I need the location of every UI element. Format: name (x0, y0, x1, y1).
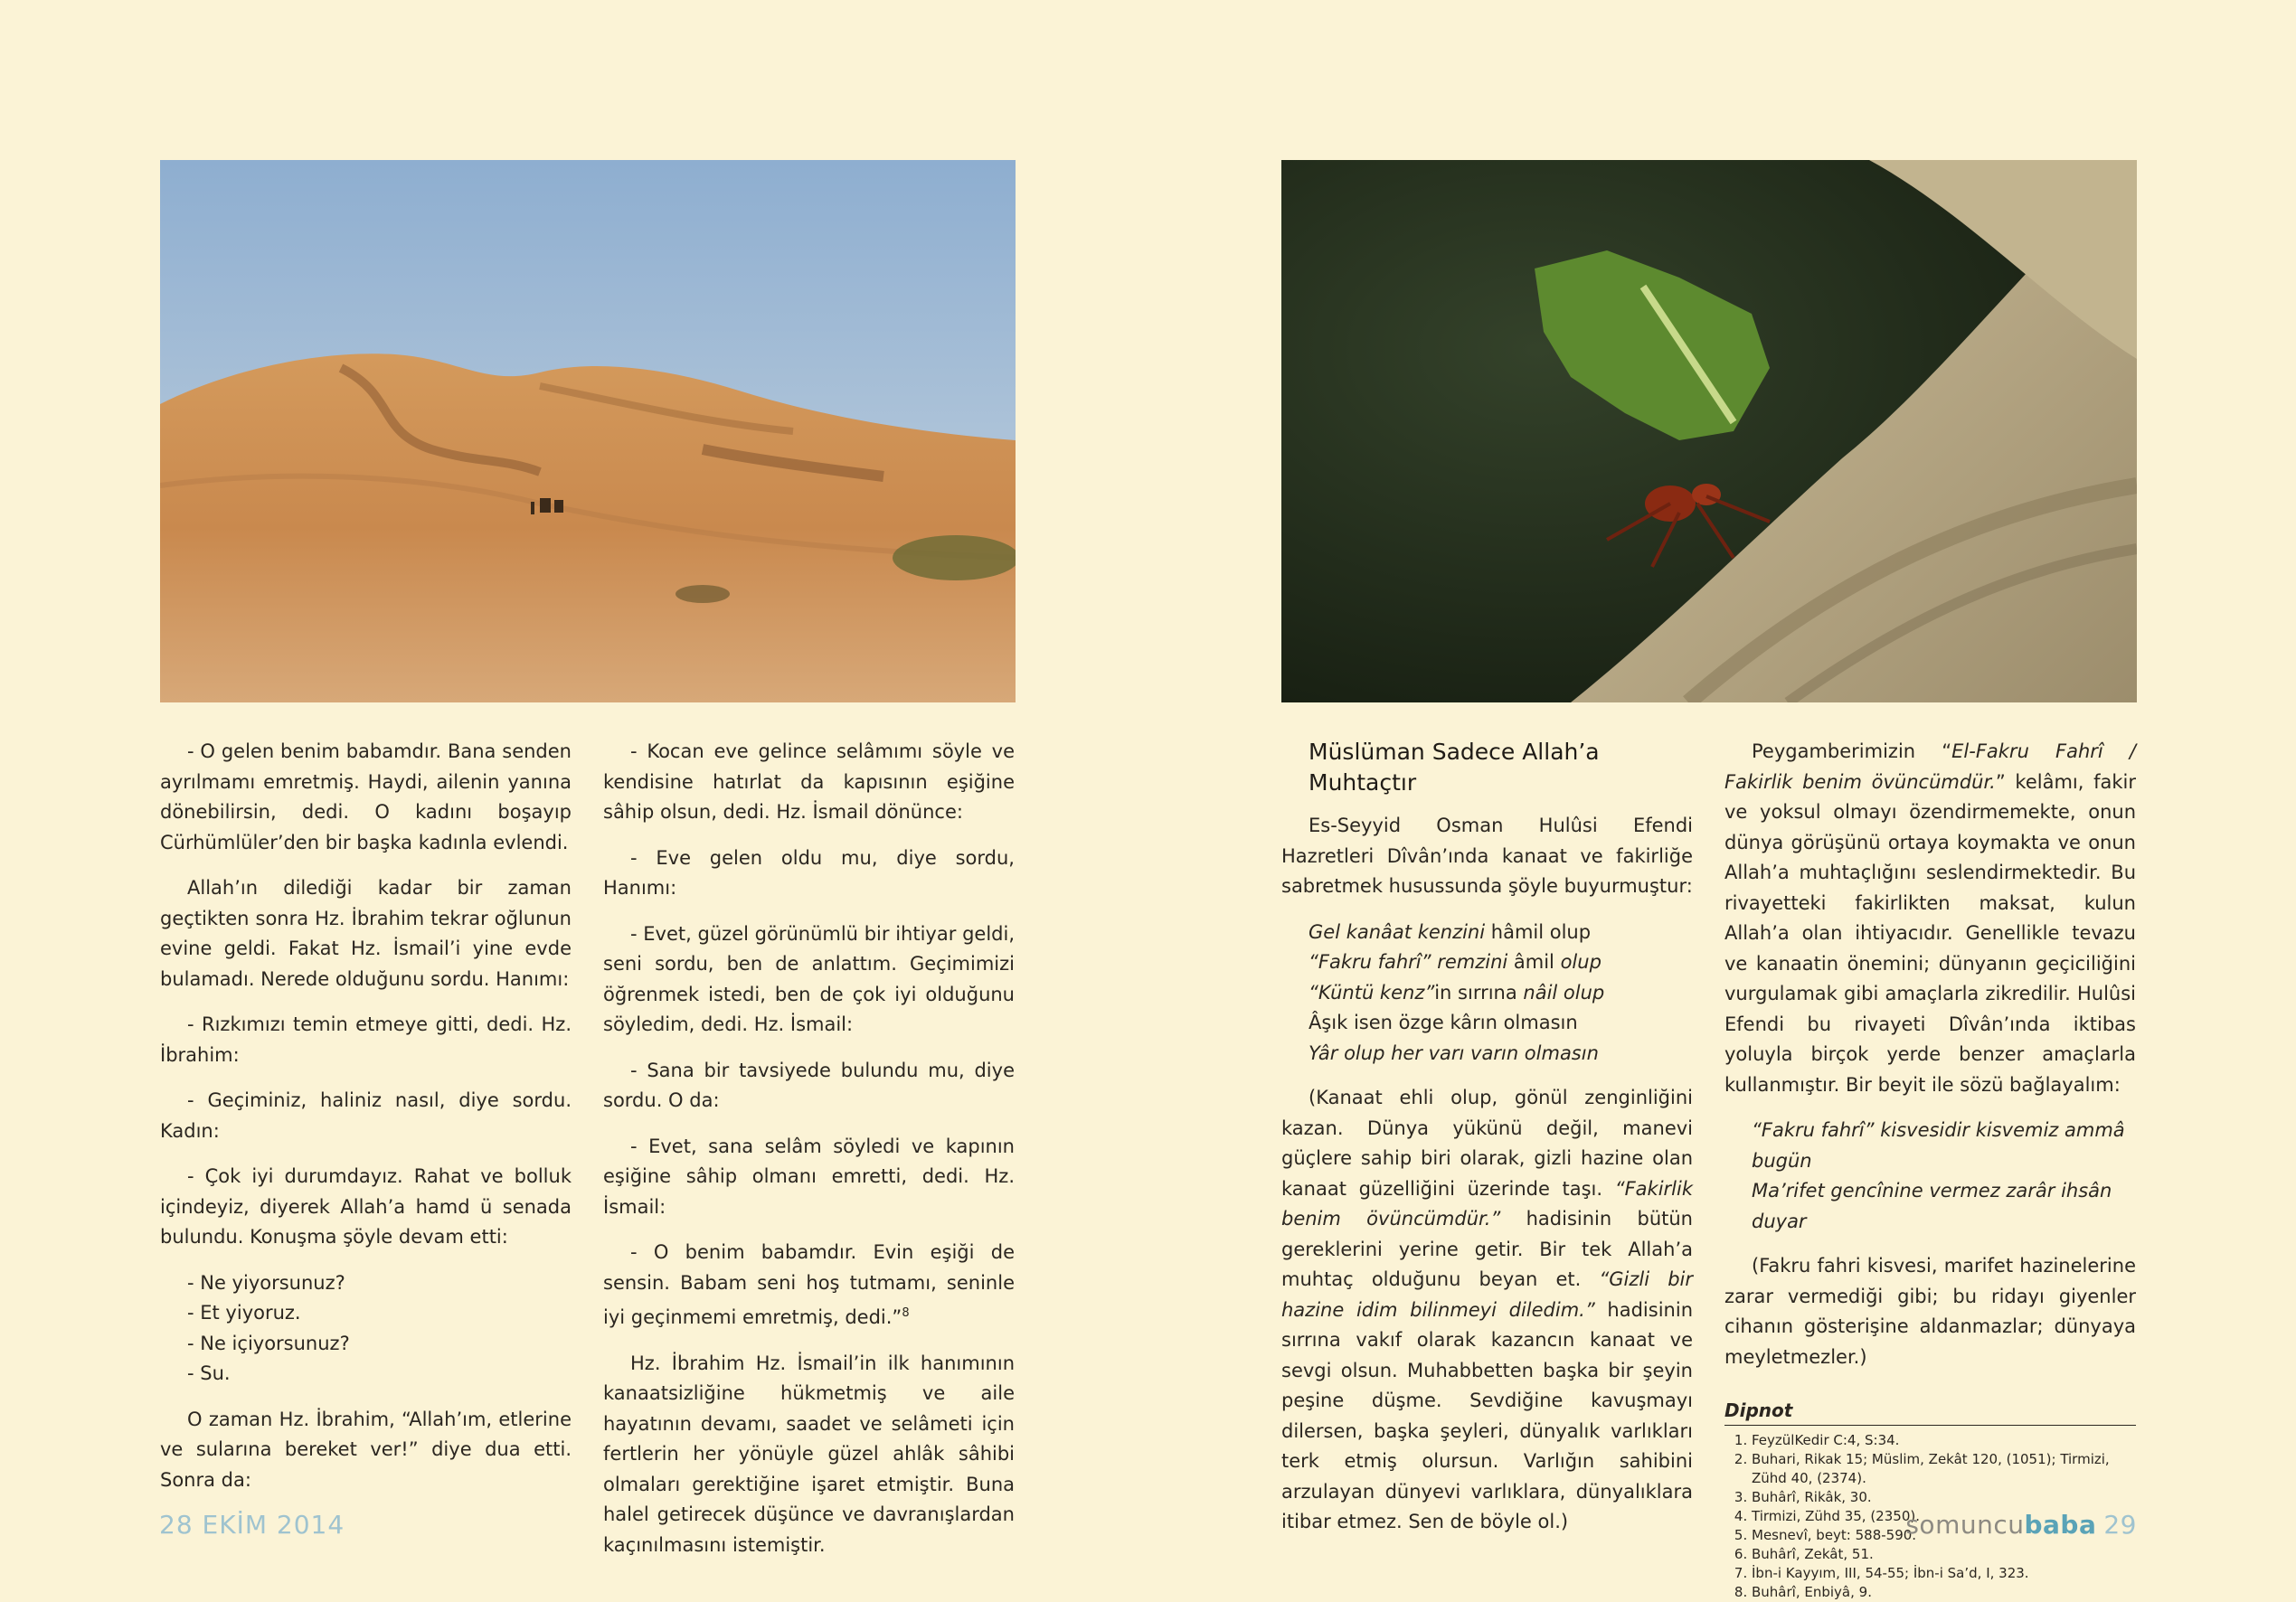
footnote-item: 7. İbn-i Kayyım, III, 54-55; İbn-i Sa’d, I, 323. (1752, 1564, 2136, 1583)
paragraph: O zaman Hz. İbrahim, “Allah’ım, etlerine ve sularına bereket ver!” diye dua etti. Sonra da: (160, 1408, 572, 1491)
paragraph (603, 1238, 1015, 1333)
dialog-line: - Ne yiyorsunuz? (187, 1271, 345, 1294)
verse-line: Ma’rifet gencînine vermez zarâr ihsân duyar (1752, 1180, 2112, 1232)
quote-text: - O benim babamdır. Evin eşiği de sensin. Babam seni hoş tutmamı, seninle iyi geçinmemi emretmiş, dedi.” (603, 1241, 1015, 1328)
paragraph: (Kanaat ehli olup, gönül zenginliğini kazan. Dünya yükünü değil, manevi güçlere sahip biri olarak, gizli hazine olan kanaat güzelliğini üzerinde taşı. “Fakirlik benim övüncümdür.” hadisinin bütün gereklerini yerine getir. Bir tek Allah’a muhtaç olduğunu beyan et. “Gizli bir hazine idim bilinmeyi diledim.” hadisinin sırrına vakıf olarak kazancın kanaat ve sevgi olsun. Muhabbetten başka bir şeyin peşine düşme. Sevdiğine kavuşmayı dilersen, başka şeyleri, dünyalık varlıkları terk etmiş olursun. Varlığın sahibini arzulayan dünyevi varlıklara, dünyalıklara itibar etmez. Sen de böyle ol.) (1281, 1087, 1693, 1532)
paragraph: - Evet, sana selâm söyledi ve kapının eşiğine sâhip olmanı emretti, dedi. Hz. İsmail: (603, 1135, 1015, 1218)
verse-line: “Küntü kenz”in sırrına nâil olup (1309, 981, 1605, 1004)
paragraph: - Kocan eve gelince selâmımı söyle ve kendisine hatırlat da kapısının eşiğine sâhip olsun, dedi. Hz. İsmail dönünce: (603, 740, 1015, 823)
ant-leaf-photo (1281, 160, 2137, 702)
verse-line: Yâr olup her varı varın olmasın (1309, 1041, 1599, 1064)
footnote-item: 3. Buhârî, Rikâk, 30. (1752, 1488, 2136, 1507)
text-column-3 (1281, 737, 1693, 1553)
page-folio-left: 28 EKİM 2014 (159, 1510, 345, 1540)
desert-photo (160, 160, 1016, 702)
paragraph: - O gelen benim babamdır. Bana senden ayrılmamı emretmiş. Haydi, ailenin yanına dönebilirsin, dedi. O kadını boşayıp Cürhümlüler’den bir başka kadınla evlendi. (160, 740, 572, 853)
paragraph: - Rızkımızı temin etmeye gitti, dedi. Hz. İbrahim: (160, 1013, 572, 1066)
paragraph: Allah’ın dilediği kadar bir zaman geçtikten sonra Hz. İbrahim tekrar oğlunun evine geldi. Fakat Hz. İsmail’i yine evde bulamadı. Nerede olduğunu sordu. Hanımı: (160, 877, 572, 990)
dialog-list (160, 1268, 572, 1390)
verse-block (1309, 918, 1693, 1070)
footnote-item: 2. Buhari, Rikak 15; Müslim, Zekât 120, (1051); Tirmizi, Zühd 40, (2374). (1752, 1450, 2136, 1488)
verse-line: “Fakru fahrî” kisvesidir kisvemiz ammâ bugün (1752, 1119, 2125, 1172)
section-heading: Müslüman Sadece Allah’a Muhtaçtır (1309, 739, 1600, 796)
paragraph: - Sana bir tavsiyede bulundu mu, diye sordu. O da: (603, 1059, 1015, 1111)
paragraph: Peygamberimizin “El-Fakru Fahrî / Fakirlik benim övüncümdür.” kelâmı, fakir ve yoksul olmayı özendirmemekte, onun dünya görüşünü ortaya koymakta ve onun Allah’a muhtaçlığını seslendirmektedir. Bu rivayetteki fakirlikten maksat, kulun Allah’a olan ihtiyacıdır. Genellikle tevazu ve kanaatin önemini; dünyanın geçiciliğini vurgulamak gibi amaçlarla zikredilir. Hulûsi Efendi bu rivayeti Dîvân’ında iktibas yoluyla birçok yerde benzer amaçlarla kullanmıştır. Bir beyit ile sözü bağlayalım: (1724, 740, 2136, 1096)
footnote-item: 5. Mesnevî, beyt: 588-590. (1752, 1526, 2136, 1545)
footnote-item: 4. Tirmizi, Zühd 35, (2350). (1752, 1507, 2136, 1526)
paragraph: - Geçiminiz, haliniz nasıl, diye sordu. Kadın: (160, 1089, 572, 1142)
verse-line: Âşık isen özge kârın olmasın (1309, 1012, 1578, 1033)
paragraph: - Evet, güzel görünümlü bir ihtiyar geldi, seni sordu, ben de anlattım. Geçimimizi öğrenmek istedi, ben de çok iyi olduğunu söyledim, dedi. Hz. İsmail: (603, 922, 1015, 1035)
dialog-line: - Et yiyoruz. (187, 1302, 301, 1324)
text-column-2 (603, 737, 1015, 1576)
paragraph: Es-Seyyid Osman Hulûsi Efendi Hazretleri Dîvân’ında kanaat ve fakirliğe sabretmek husussunda şöyle buyurmuştur: (1281, 815, 1693, 897)
footnote-ref: 8 (902, 1306, 910, 1320)
dialog-line: - Ne içiyorsunuz? (187, 1332, 350, 1354)
verse-line: “Fakru fahrî” remzini âmil olup (1309, 951, 1602, 973)
footnote-item: 1. FeyzülKedir C:4, S:34. (1752, 1431, 2136, 1450)
page-number: 29 (2103, 1510, 2137, 1540)
magazine-name-bold: baba (2024, 1510, 2097, 1540)
page-folio-right (1905, 1510, 2137, 1540)
magazine-name: somuncu (1905, 1510, 2025, 1540)
dialog-line: - Su. (187, 1362, 231, 1384)
couplet (1752, 1116, 2136, 1237)
paragraph: Hz. İbrahim Hz. İsmail’in ilk hanımının kanaatsizliğine hükmetmiş ve aile hayatının devamı, saadet ve selâmeti için fertlerin her yönüyle güzel ahlâk sâhibi olmaları gerektiğine işaret etmiştir. Buna halel getirecek düşünce ve davranışlardan kaçınılmasını istemiştir. (603, 1352, 1015, 1556)
footnote-item: 8. Buhârî, Enbiyâ, 9. (1752, 1583, 2136, 1602)
paragraph: (Fakru fahri kisvesi, marifet hazinelerine zarar vermediği gibi; bu ridayı giyenler cihanın gösterişine aldanmazlar; dünyaya meyletmezler.) (1724, 1255, 2136, 1368)
verse-line: Gel kanâat kenzini hâmil olup (1309, 920, 1592, 943)
footnotes-title: Dipnot (1724, 1398, 2136, 1426)
text-column-4 (1724, 737, 2136, 1602)
text-column-1 (160, 737, 572, 1511)
paragraph: - Çok iyi durumdayız. Rahat ve bolluk içindeyiz, diyerek Allah’a hamd ü senada bulundu. Konuşma şöyle devam etti: (160, 1165, 572, 1248)
footnote-item: 6. Buhârî, Zekât, 51. (1752, 1545, 2136, 1564)
paragraph: - Eve gelen oldu mu, diye sordu, Hanımı: (603, 846, 1015, 899)
